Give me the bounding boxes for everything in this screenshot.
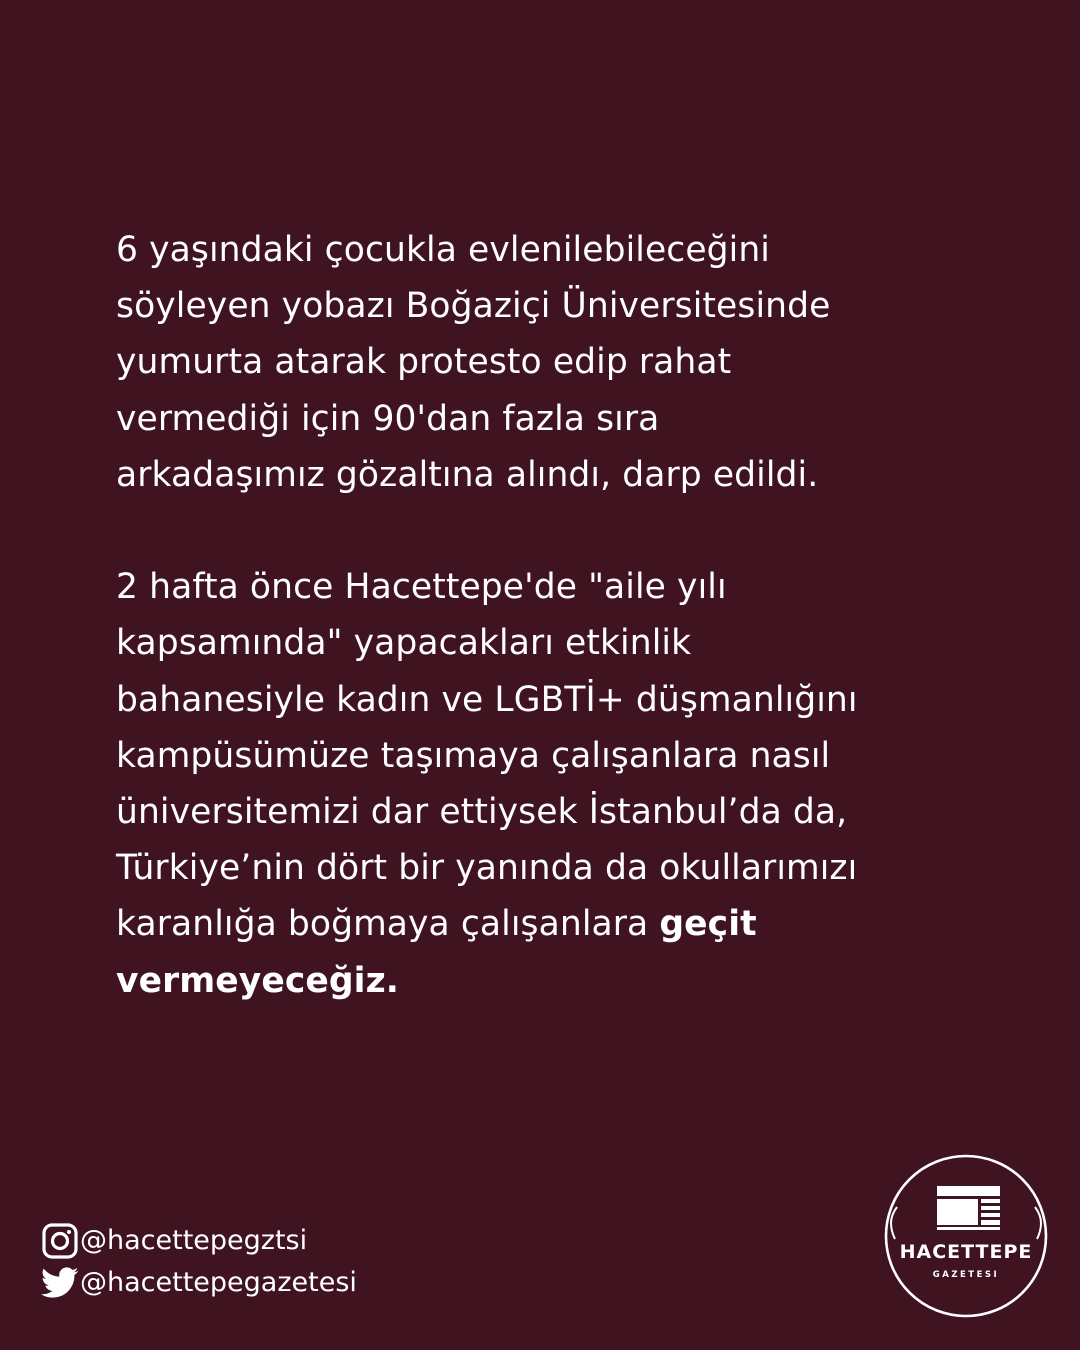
text-line: 6 yaşındaki çocukla evlenilebileceğini — [116, 230, 770, 270]
twitter-handle: @hacettepegazetesi — [80, 1267, 357, 1298]
instagram-icon — [40, 1221, 80, 1261]
text-line: yumurta atarak protesto edip rahat — [116, 342, 732, 383]
logo-title: HACETTEPE — [899, 1241, 1033, 1263]
text-line-bold: vermeyeceğiz. — [116, 960, 399, 1001]
logo-emblem — [883, 1153, 1049, 1319]
post-body-text — [116, 222, 1016, 1009]
text-line: üniversitemizi dar ettiysek İstanbul’da da, — [116, 792, 848, 833]
social-handles — [40, 1220, 357, 1304]
text-line: söyleyen yobazı Boğaziçi Üniversitesinde — [116, 286, 831, 327]
instagram-handle-row[interactable] — [40, 1220, 357, 1262]
text-line: kapsamında" yapacakları etkinlik — [116, 623, 692, 664]
hacettepe-gazetesi-logo — [883, 1153, 1049, 1319]
text-line: arkadaşımız gözaltına alındı, darp edildi. — [116, 454, 819, 495]
text-regular: karanlığa boğmaya çalışanlara — [116, 904, 660, 945]
paragraph-gap — [116, 503, 1016, 559]
text-bold: geçit — [659, 904, 757, 945]
text-line: kampüsümüze taşımaya çalışanlara nasıl — [116, 735, 831, 776]
twitter-handle-row[interactable] — [40, 1262, 357, 1304]
text-line: Türkiye’nin dört bir yanında da okullarımızı — [116, 848, 858, 889]
text-line: 2 hafta önce Hacettepe'de "aile yılı — [116, 567, 727, 608]
text-line — [116, 896, 1016, 952]
text-line: vermediği için 90'dan fazla sıra — [116, 398, 660, 439]
logo-subtitle: GAZETESI — [932, 1270, 1000, 1280]
twitter-icon — [40, 1263, 80, 1303]
text-line: bahanesiyle kadın ve LGBTİ+ düşmanlığını — [116, 679, 858, 720]
instagram-handle: @hacettepegztsi — [80, 1225, 308, 1256]
